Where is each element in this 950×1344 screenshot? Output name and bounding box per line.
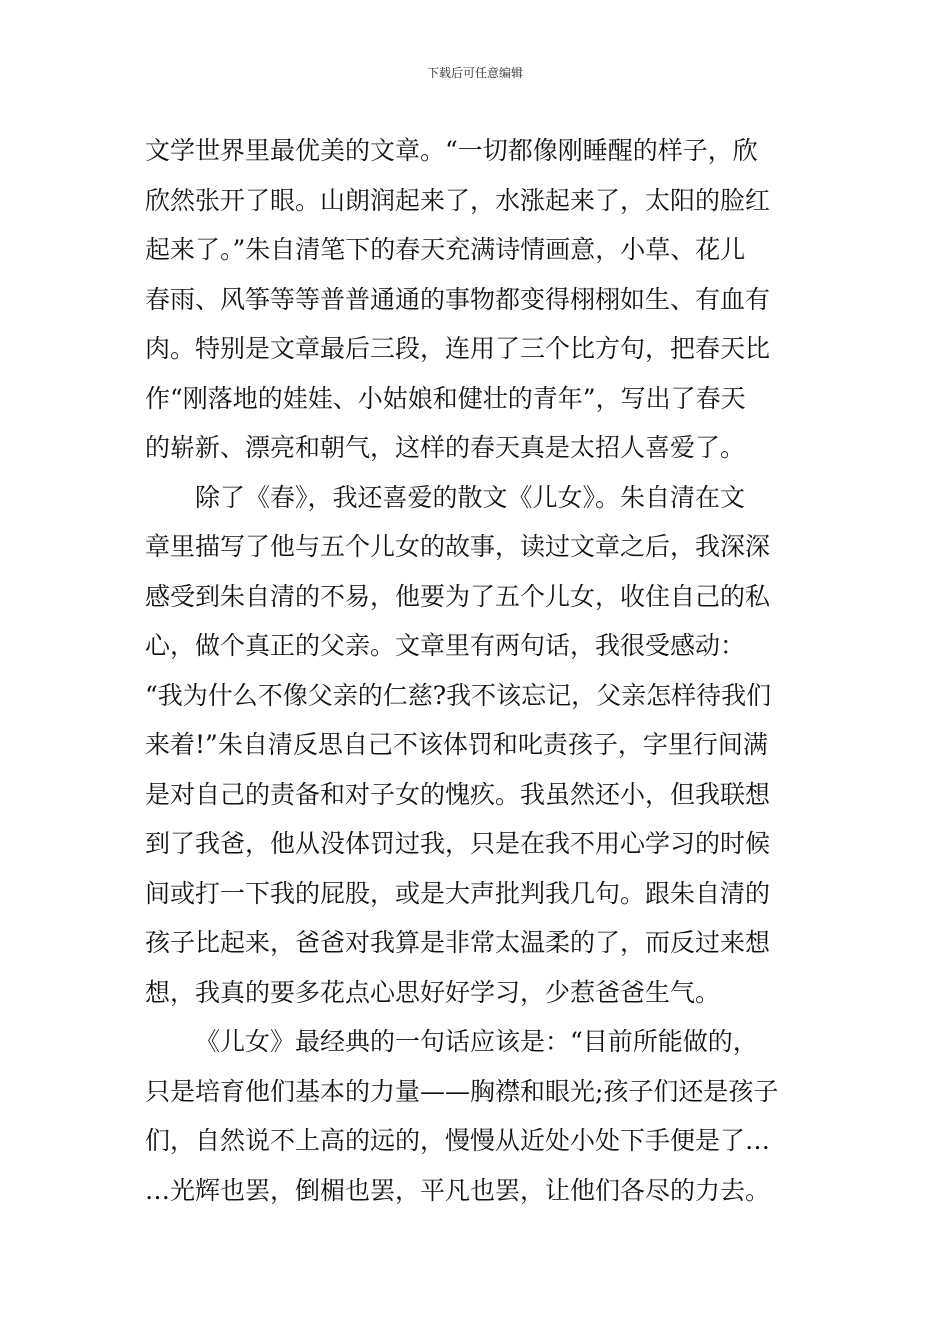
text-line: 肉。特别是文章最后三段，连用了三个比方句，把春天比 bbox=[145, 334, 771, 363]
text-line: 作“刚落地的娃娃、小姑娘和健壮的青年”，写出了春天 bbox=[145, 383, 746, 413]
text-line: 到了我爸，他从没体罚过我，只是在我不用心学习的时候 bbox=[145, 829, 771, 858]
text-line: 文学世界里最优美的文章。“一切都像刚睡醒的样子，欣 bbox=[145, 136, 758, 165]
text-line: 是对自己的责备和对子女的愧疚。我虽然还小，但我联想 bbox=[145, 779, 771, 809]
page-header: 下载后可任意编辑 bbox=[426, 66, 523, 80]
text-line: 起来了。”朱自清笔下的春天充满诗情画意，小草、花儿 bbox=[145, 235, 746, 264]
text-line: 章里描写了他与五个儿女的故事，读过文章之后，我深深 bbox=[145, 532, 771, 561]
text-line: 们，自然说不上高的远的，慢慢从近处小处下手便是了… bbox=[145, 1126, 771, 1155]
text-line: 孩子比起来，爸爸对我算是非常太温柔的了，而反过来想 bbox=[145, 928, 771, 957]
text-line: “我为什么不像父亲的仁慈?我不该忘记，父亲怎样待我们 bbox=[145, 680, 772, 710]
paragraph-start-line: 除了《春》，我还喜爱的散文《儿女》。朱自清在文 bbox=[195, 482, 746, 512]
paragraph-start-line: 《儿女》最经典的一句话应该是：“目前所能做的， bbox=[195, 1027, 758, 1056]
body-text bbox=[145, 126, 809, 1215]
text-line: 欣然张开了眼。山朗润起来了，水涨起来了，太阳的脸红 bbox=[145, 185, 771, 215]
text-line: …光辉也罢，倒楣也罢，平凡也罢，让他们各尽的力去。 bbox=[145, 1175, 771, 1205]
text-line: 春雨、风筝等等普普通通的事物都变得栩栩如生、有血有 bbox=[145, 284, 771, 314]
text-line: 感受到朱自清的不易，他要为了五个儿女，收住自己的私 bbox=[145, 581, 771, 611]
text-line: 心，做个真正的父亲。文章里有两句话，我很受感动： bbox=[145, 631, 746, 660]
text-line: 来着!”朱自清反思自己不该体罚和叱责孩子，字里行间满 bbox=[145, 730, 768, 759]
text-line: 只是培育他们基本的力量——胸襟和眼光;孩子们还是孩子 bbox=[145, 1076, 779, 1106]
text-line: 的崭新、漂亮和朝气，这样的春天真是太招人喜爱了。 bbox=[145, 433, 746, 462]
text-line: 间或打一下我的屁股，或是大声批判我几句。跟朱自清的 bbox=[145, 878, 771, 908]
text-line: 想，我真的要多花点心思好好学习，少惹爸爸生气。 bbox=[145, 977, 721, 1007]
